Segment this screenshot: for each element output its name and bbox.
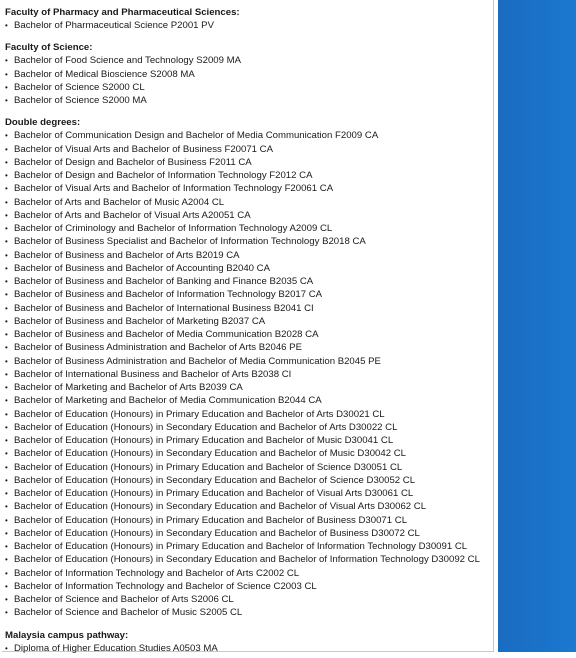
course-list-item bbox=[5, 553, 493, 566]
section-faculty-of-pharmacy-and-pharmaceutical-sciences bbox=[5, 6, 493, 32]
course-list-item bbox=[5, 19, 493, 32]
course-name: Bachelor of Education (Honours) in Secondary Education and Bachelor of Information Technology D30092 CL bbox=[14, 554, 480, 566]
course-list-item bbox=[5, 275, 493, 288]
course-list-item bbox=[5, 156, 493, 169]
bullet-icon: • bbox=[5, 263, 8, 273]
course-list-item bbox=[5, 209, 493, 222]
bullet-icon: • bbox=[5, 131, 8, 141]
course-list-item bbox=[5, 262, 493, 275]
course-name: Bachelor of Pharmaceutical Science P2001 PV bbox=[14, 20, 214, 31]
course-name: Bachelor of Business and Bachelor of Marketing B2037 CA bbox=[14, 315, 266, 327]
course-list-item bbox=[5, 421, 493, 434]
course-list-item bbox=[5, 408, 493, 421]
section-heading: Faculty of Science: bbox=[5, 42, 93, 54]
course-list-item bbox=[5, 328, 493, 341]
course-list-item bbox=[5, 249, 493, 262]
course-name: Bachelor of Science and Bachelor of Arts S2006 CL bbox=[14, 594, 234, 605]
course-list-item bbox=[5, 235, 493, 248]
course-name: Bachelor of Education (Honours) in Secondary Education and Bachelor of Arts D30022 CL bbox=[14, 421, 398, 433]
course-name: Diploma of Higher Education Studies A0503 MA bbox=[14, 642, 218, 654]
course-name: Bachelor of Education (Honours) in Secondary Education and Bachelor of Music D30042 CL bbox=[14, 448, 406, 460]
section-faculty-of-science bbox=[5, 41, 493, 107]
course-name: Bachelor of Design and Bachelor of Information Technology F2012 CA bbox=[14, 170, 313, 181]
section-double-degrees bbox=[5, 116, 493, 619]
bullet-icon: • bbox=[5, 56, 8, 66]
course-name: Bachelor of Education (Honours) in Secondary Education and Bachelor of Visual Arts D30062 CL bbox=[14, 501, 427, 513]
bullet-icon: • bbox=[5, 462, 8, 472]
course-list-item bbox=[5, 169, 493, 182]
course-list-item bbox=[5, 355, 493, 368]
course-list-item bbox=[5, 461, 493, 474]
course-name: Bachelor of Education (Honours) in Primary Education and Bachelor of Science D30051 CL bbox=[14, 461, 403, 473]
course-name: Bachelor of Criminology and Bachelor of Information Technology A2009 CL bbox=[14, 223, 333, 234]
course-list-item bbox=[5, 288, 493, 301]
bullet-icon: • bbox=[5, 343, 8, 353]
bullet-icon: • bbox=[5, 383, 8, 392]
bullet-icon: • bbox=[5, 316, 8, 326]
bullet-icon: • bbox=[5, 303, 8, 313]
course-list bbox=[5, 19, 493, 32]
course-name: Bachelor of Marketing and Bachelor of Media Communication B2044 CA bbox=[14, 395, 322, 407]
bullet-icon: • bbox=[5, 197, 8, 207]
course-name: Bachelor of Arts and Bachelor of Visual Arts A20051 CA bbox=[14, 209, 251, 221]
bullet-icon: • bbox=[5, 422, 8, 432]
bullet-icon: • bbox=[5, 224, 8, 233]
course-list-item bbox=[5, 381, 493, 394]
course-list-item bbox=[5, 222, 493, 235]
blue-side-bar bbox=[498, 0, 576, 652]
bullet-icon: • bbox=[5, 475, 8, 485]
bullet-icon: • bbox=[5, 449, 8, 459]
bullet-icon: • bbox=[5, 489, 8, 498]
course-list-item bbox=[5, 341, 493, 354]
course-name: Bachelor of Business and Bachelor of Media Communication B2028 CA bbox=[14, 329, 319, 340]
course-list-item bbox=[5, 642, 493, 655]
course-list-item bbox=[5, 580, 493, 593]
course-list-item bbox=[5, 487, 493, 500]
course-name: Bachelor of Business and Bachelor of Accounting B2040 CA bbox=[14, 262, 270, 274]
course-name: Bachelor of Design and Bachelor of Business F2011 CA bbox=[14, 156, 252, 168]
course-list-item bbox=[5, 567, 493, 580]
course-list bbox=[5, 642, 493, 655]
course-list-item bbox=[5, 474, 493, 487]
bullet-icon: • bbox=[5, 409, 8, 419]
course-list-item bbox=[5, 302, 493, 315]
bullet-icon: • bbox=[5, 82, 8, 92]
bullet-icon: • bbox=[5, 515, 8, 525]
bullet-icon: • bbox=[5, 290, 8, 300]
course-name: Bachelor of Education (Honours) in Secondary Education and Bachelor of Business D30072 CL bbox=[14, 527, 420, 539]
bullet-icon: • bbox=[5, 69, 8, 79]
course-list-item bbox=[5, 540, 493, 553]
course-list-item bbox=[5, 315, 493, 328]
bullet-icon: • bbox=[5, 595, 8, 604]
course-list-item bbox=[5, 394, 493, 407]
course-list-item bbox=[5, 593, 493, 606]
course-name: Bachelor of Communication Design and Bachelor of Media Communication F2009 CA bbox=[14, 130, 379, 142]
bullet-icon: • bbox=[5, 369, 8, 379]
course-list-panel bbox=[2, 0, 494, 652]
course-list-item bbox=[5, 81, 493, 94]
course-name: Bachelor of Education (Honours) in Secondary Education and Bachelor of Science D30052 CL bbox=[14, 474, 416, 486]
course-list-item bbox=[5, 129, 493, 142]
section-heading: Malaysia campus pathway: bbox=[5, 629, 129, 641]
bullet-icon: • bbox=[5, 568, 8, 578]
bullet-icon: • bbox=[5, 184, 8, 194]
course-name: Bachelor of Information Technology and Bachelor of Science C2003 CL bbox=[14, 580, 317, 592]
course-name: Bachelor of Food Science and Technology S2009 MA bbox=[14, 55, 242, 67]
course-name: Bachelor of Education (Honours) in Primary Education and Bachelor of Arts D30021 CL bbox=[14, 408, 385, 420]
course-list-item bbox=[5, 434, 493, 447]
course-name: Bachelor of International Business and Bachelor of Arts B2038 CI bbox=[14, 368, 292, 380]
bullet-icon: • bbox=[5, 436, 8, 445]
bullet-icon: • bbox=[5, 21, 8, 30]
course-name: Bachelor of Science S2000 CL bbox=[14, 81, 145, 93]
course-list-item bbox=[5, 54, 493, 67]
course-name: Bachelor of Medical Bioscience S2008 MA bbox=[14, 68, 195, 80]
course-name: Bachelor of Science and Bachelor of Music S2005 CL bbox=[14, 607, 243, 619]
bullet-icon: • bbox=[5, 250, 8, 260]
bullet-icon: • bbox=[5, 210, 8, 220]
course-name: Bachelor of Education (Honours) in Primary Education and Bachelor of Business D30071 CL bbox=[14, 514, 408, 526]
bullet-icon: • bbox=[5, 396, 8, 406]
bullet-icon: • bbox=[5, 171, 8, 180]
course-name: Bachelor of Education (Honours) in Primary Education and Bachelor of Music D30041 CL bbox=[14, 435, 394, 446]
course-list-item bbox=[5, 196, 493, 209]
bullet-icon: • bbox=[5, 157, 8, 167]
course-name: Bachelor of Business Administration and Bachelor of Media Communication B2045 PE bbox=[14, 355, 381, 367]
course-name: Bachelor of Marketing and Bachelor of Arts B2039 CA bbox=[14, 382, 243, 393]
course-name: Bachelor of Education (Honours) in Primary Education and Bachelor of Visual Arts D30061 CL bbox=[14, 488, 414, 499]
course-name: Bachelor of Business and Bachelor of Information Technology B2017 CA bbox=[14, 289, 323, 301]
bullet-icon: • bbox=[5, 356, 8, 366]
course-list-item bbox=[5, 514, 493, 527]
course-name: Bachelor of Arts and Bachelor of Music A2004 CL bbox=[14, 196, 225, 208]
bullet-icon: • bbox=[5, 542, 8, 551]
course-name: Bachelor of Business and Bachelor of Banking and Finance B2035 CA bbox=[14, 276, 314, 287]
bullet-icon: • bbox=[5, 581, 8, 591]
course-list bbox=[5, 54, 493, 107]
bullet-icon: • bbox=[5, 555, 8, 565]
course-list-item bbox=[5, 368, 493, 381]
course-name: Bachelor of Business Administration and Bachelor of Arts B2046 PE bbox=[14, 342, 302, 354]
course-list-item bbox=[5, 447, 493, 460]
course-list-item bbox=[5, 500, 493, 513]
section-malaysia-campus-pathway bbox=[5, 629, 493, 655]
bullet-icon: • bbox=[5, 237, 8, 247]
course-list bbox=[5, 129, 493, 619]
course-name: Bachelor of Information Technology and Bachelor of Arts C2002 CL bbox=[14, 567, 300, 579]
course-list-item bbox=[5, 606, 493, 619]
course-name: Bachelor of Visual Arts and Bachelor of Information Technology F20061 CA bbox=[14, 183, 334, 195]
course-list-item bbox=[5, 94, 493, 107]
bullet-icon: • bbox=[5, 502, 8, 512]
bullet-icon: • bbox=[5, 643, 8, 653]
course-list-item bbox=[5, 527, 493, 540]
course-name: Bachelor of Business and Bachelor of Arts B2019 CA bbox=[14, 249, 240, 261]
course-list-item bbox=[5, 182, 493, 195]
course-list-item bbox=[5, 143, 493, 156]
course-list-item bbox=[5, 68, 493, 81]
course-name: Bachelor of Visual Arts and Bachelor of Business F20071 CA bbox=[14, 143, 274, 155]
bullet-icon: • bbox=[5, 96, 8, 105]
bullet-icon: • bbox=[5, 528, 8, 538]
course-name: Bachelor of Science S2000 MA bbox=[14, 95, 147, 106]
course-name: Bachelor of Business and Bachelor of International Business B2041 CI bbox=[14, 302, 314, 314]
bullet-icon: • bbox=[5, 330, 8, 339]
bullet-icon: • bbox=[5, 144, 8, 154]
course-name: Bachelor of Education (Honours) in Primary Education and Bachelor of Information Technology D30091 CL bbox=[14, 541, 468, 552]
section-heading: Faculty of Pharmacy and Pharmaceutical Sciences: bbox=[5, 7, 240, 18]
bullet-icon: • bbox=[5, 277, 8, 286]
course-name: Bachelor of Business Specialist and Bachelor of Information Technology B2018 CA bbox=[14, 236, 366, 248]
section-heading: Double degrees: bbox=[5, 117, 81, 129]
bullet-icon: • bbox=[5, 608, 8, 618]
